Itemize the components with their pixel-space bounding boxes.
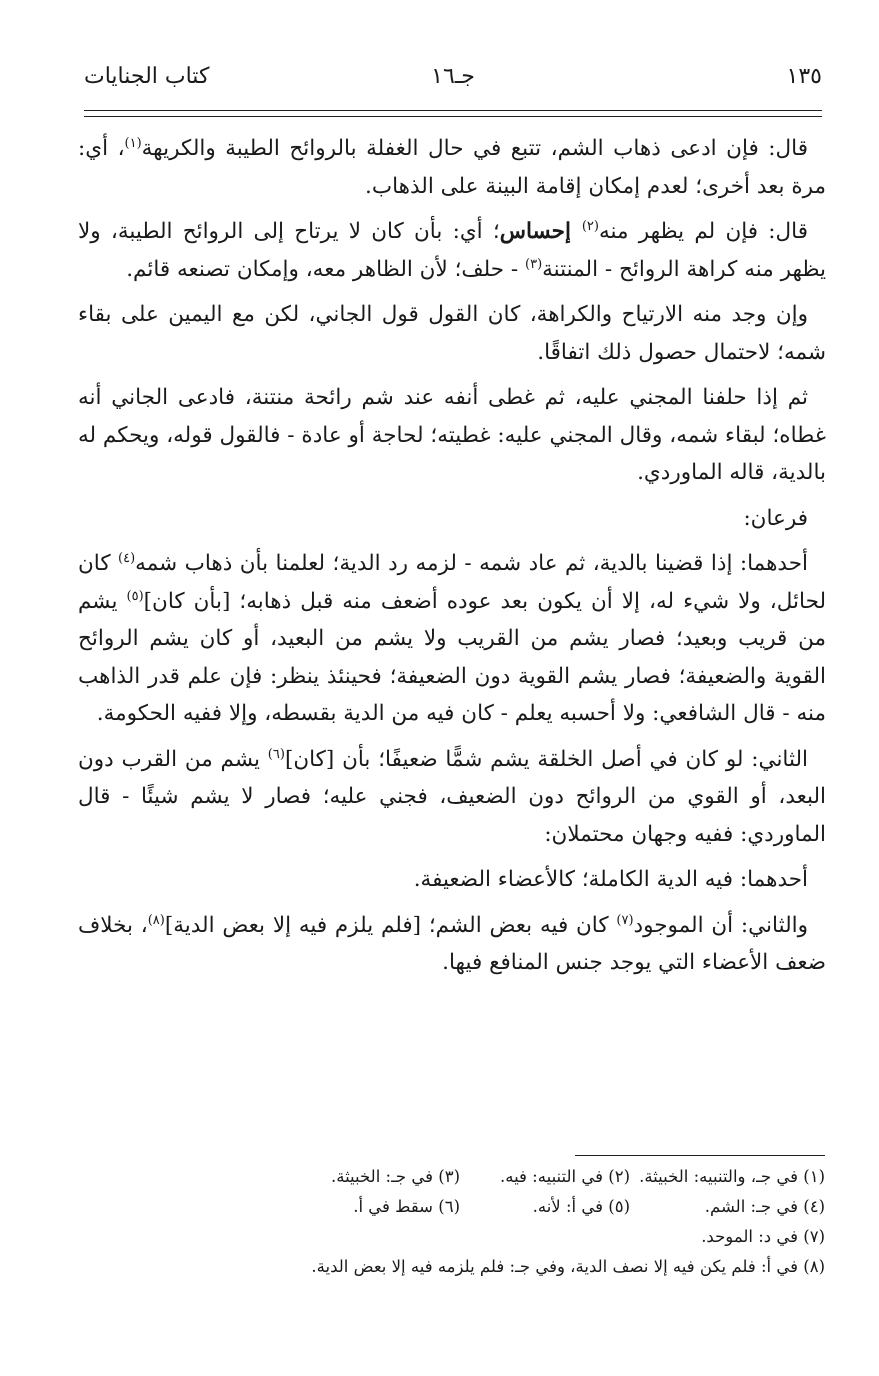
paragraph [78,296,826,371]
footnote-2: (٢) في التنبيه: فيه. [499,1167,630,1186]
footnote-row [77,1252,825,1282]
main-text [78,130,826,990]
footnote-row [77,1192,825,1222]
page-number: ١٣٥ [786,64,822,89]
paragraph [78,379,826,492]
text-run: - حلف؛ لأن الظاهر معه، وإمكان تصنعه قائم. [126,256,525,282]
text-run: كان فيه بعض الشم؛ [فلم يلزم فيه إلا بعض الدية] [164,912,617,938]
footnote-ref: (٣) [525,256,543,272]
paragraph-indent [808,867,826,892]
footnote-3: (٣) في جـ: الخبيثة. [330,1167,460,1186]
text-run: ، أي: مرة بعد أخرى؛ لعدم إمكان إقامة البينة على الذهاب. [78,136,826,199]
header-rule [84,110,822,111]
footnote-row [77,1222,825,1252]
paragraph [78,741,826,854]
paragraph [78,130,826,205]
text-run: كان لحائل، ولا شيء له، إلا أن يكون بعد عوده أضعف منه قبل ذهابه؛ [بأن كان] [78,551,826,614]
footnote-ref: (٤) [118,550,136,566]
text-run: أحدهما: إذا قضينا بالدية، ثم عاد شمه - لزمه رد الدية؛ لعلمنا بأن ذهاب شمه [135,551,808,576]
paragraph-indent [808,747,826,772]
text-run: فرعان: [743,505,808,531]
footnote-row [77,1162,825,1192]
footnote-6: (٦) سقط في أ. [353,1197,460,1216]
text-run: والثاني: أن الموجود [633,912,808,938]
text-run: قال: فإن لم يظهر منه [598,219,808,244]
book-title: كتاب الجنايات [84,64,210,89]
footnote-ref: (٦) [267,746,285,762]
footnote-4: (٤) في جـ: الشم. [704,1197,825,1216]
text-run: قال: فإن ادعى ذهاب الشم، تتبع في حال الغفلة بالروائح الطيبة والكريهة [141,136,809,161]
text-run: ؛ أي: بأن كان لا يرتاح إلى الروائح الطيبة، ولا يظهر منه كراهة الروائح - المنتنة [78,219,826,282]
text-run: ثم إذا حلفنا المجني عليه، ثم غطى أنفه عند شم رائحة منتنة، فادعى الجاني أنه غطاه؛ لبقاء شمه، وقال المجني عليه: غطيته؛ لحاجة أو عادة - فالقول قوله، ويحكم له بالدية، قاله الماوردي. [78,385,826,485]
footnote-ref: (٥) [126,588,144,604]
footnote-ref: (٨) [147,912,165,928]
text-run: ، بخلاف ضعف الأعضاء التي يوجد جنس المنافع فيها. [78,912,826,975]
header-rule-secondary [84,116,822,117]
paragraph [78,213,826,288]
text-run: الثاني: لو كان في أصل الخلقة يشم شمًّا ضعيفًا؛ بأن [كان] [284,746,808,772]
volume-label: جـ١٦ [431,64,475,89]
paragraph-indent [808,385,826,410]
paragraph-indent [808,551,826,576]
footnote-ref: (٢) [581,218,599,234]
text-run: وإن وجد منه الارتياح والكراهة، كان القول قول الجاني، لكن مع اليمين على بقاء شمه؛ لاحتمال حصول ذلك اتفاقًا. [78,302,826,365]
paragraph [78,861,826,899]
running-header [84,64,822,104]
footnote-7: (٧) في د: الموحد. [701,1227,825,1246]
paragraph-indent [808,913,826,938]
paragraph [78,500,826,538]
paragraph-indent [808,136,826,161]
footnote-ref: (٧) [616,912,634,928]
footnote-ref: (١) [124,135,142,151]
paragraph [78,545,826,733]
footnote-5: (٥) في أ: لأنه. [532,1197,630,1216]
text-run: يشم من القرب دون البعد، أو القوي من الروائح دون الضعيف، فجني عليه؛ فصار لا يشم شيئًا - قال الماوردي: ففيه وجهان محتملان: [78,746,826,847]
text-run: أحدهما: فيه الدية الكاملة؛ كالأعضاء الضعيفة. [413,867,808,892]
bold-term: إحساس [499,219,582,244]
footnote-8: (٨) في أ: فلم يكن فيه إلا نصف الدية، وفي جـ: فلم يلزمه فيه إلا بعض الدية. [311,1257,825,1276]
paragraph-indent [808,219,826,244]
paragraph [78,907,826,982]
paragraph-indent [808,506,826,531]
footnote-1: (١) في جـ، والتنبيه: الخبيثة. [639,1167,825,1186]
footnotes [77,1162,825,1282]
footnote-separator [575,1155,825,1156]
text-run: يشم من قريب وبعيد؛ فصار يشم من القريب ولا يشم من البعيد، أو كان يشم الروائح القوية والضعيفة؛ فصار يشم القوية دون الضعيفة؛ فحينئذ ينظر: فإن علم قدر الذاهب منه - قال الشافعي: ولا أحسبه يعلم - كان فيه من الدية بقسطه، وإلا ففيه الحكومة. [78,588,826,726]
paragraph-indent [808,302,826,327]
